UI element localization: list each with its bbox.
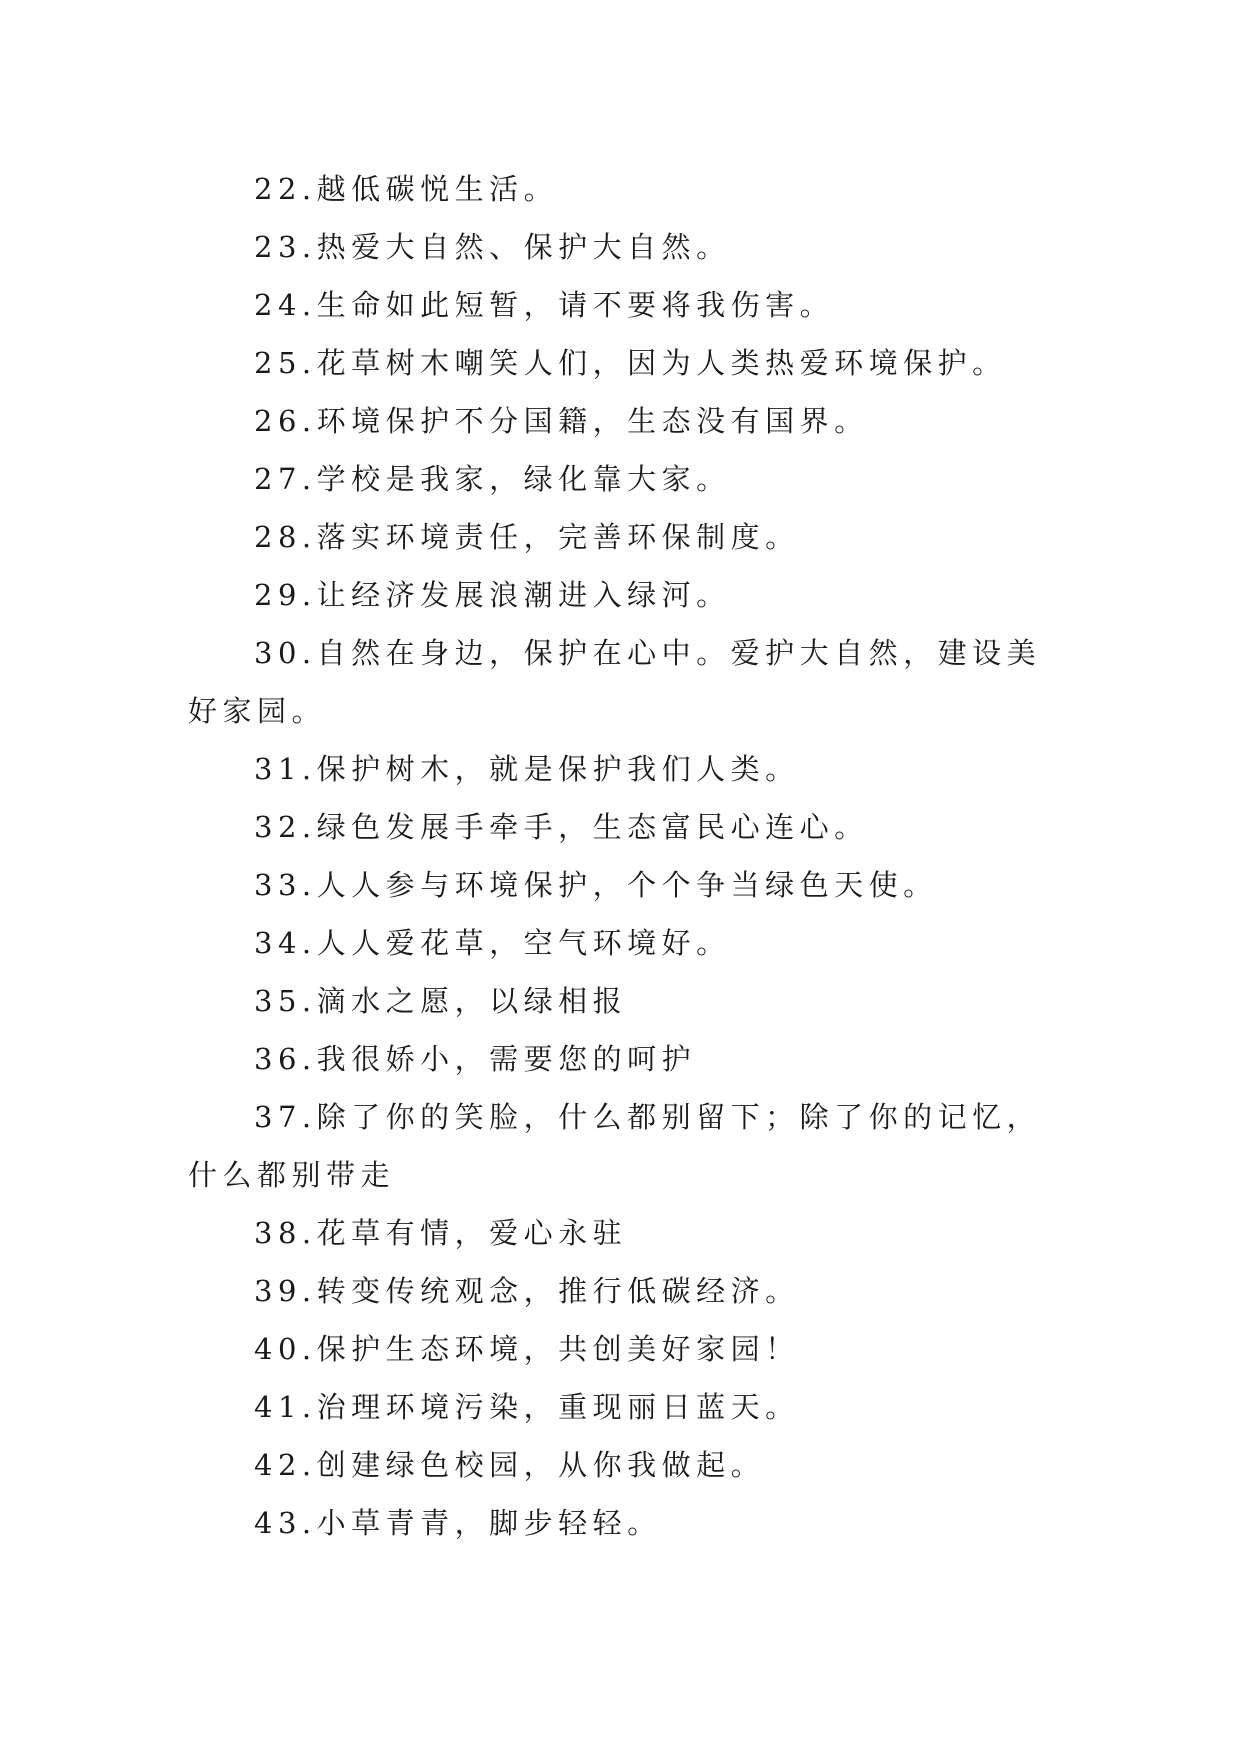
slogan-list xyxy=(188,160,1048,1552)
list-item: 40.保护生态环境，共创美好家园！ xyxy=(254,1332,800,1366)
list-item: 27.学校是我家，绿化靠大家。 xyxy=(254,462,731,496)
list-item: 34.人人爱花草，空气环境好。 xyxy=(254,926,731,960)
list-item: 39.转变传统观念，推行低碳经济。 xyxy=(254,1274,800,1308)
list-item: 41.治理环境污染，重现丽日蓝天。 xyxy=(254,1390,800,1424)
list-item: 37.除了你的笑脸，什么都别留下；除了你的记忆，什么都别带走 xyxy=(188,1100,1042,1192)
list-item: 32.绿色发展手牵手，生态富民心连心。 xyxy=(254,810,869,844)
list-item: 35.滴水之愿，以绿相报 xyxy=(254,984,628,1018)
list-item: 33.人人参与环境保护，个个争当绿色天使。 xyxy=(254,868,938,902)
list-item: 24.生命如此短暂，请不要将我伤害。 xyxy=(254,288,835,322)
list-item: 30.自然在身边，保护在心中。爱护大自然，建设美好家园。 xyxy=(188,636,1042,728)
list-item: 25.花草树木嘲笑人们，因为人类热爱环境保护。 xyxy=(254,346,1007,380)
list-item: 31.保护树木，就是保护我们人类。 xyxy=(254,752,800,786)
list-item: 23.热爱大自然、保护大自然。 xyxy=(254,230,731,264)
list-item: 36.我很娇小，需要您的呵护 xyxy=(254,1042,697,1076)
list-item: 28.落实环境责任，完善环保制度。 xyxy=(254,520,800,554)
list-item: 26.环境保护不分国籍，生态没有国界。 xyxy=(254,404,869,438)
list-item: 29.让经济发展浪潮进入绿河。 xyxy=(254,578,731,612)
list-item: 22.越低碳悦生活。 xyxy=(254,172,559,206)
list-item: 43.小草青青，脚步轻轻。 xyxy=(254,1506,662,1540)
list-item: 42.创建绿色校园，从你我做起。 xyxy=(254,1448,766,1482)
list-item: 38.花草有情，爱心永驻 xyxy=(254,1216,628,1250)
